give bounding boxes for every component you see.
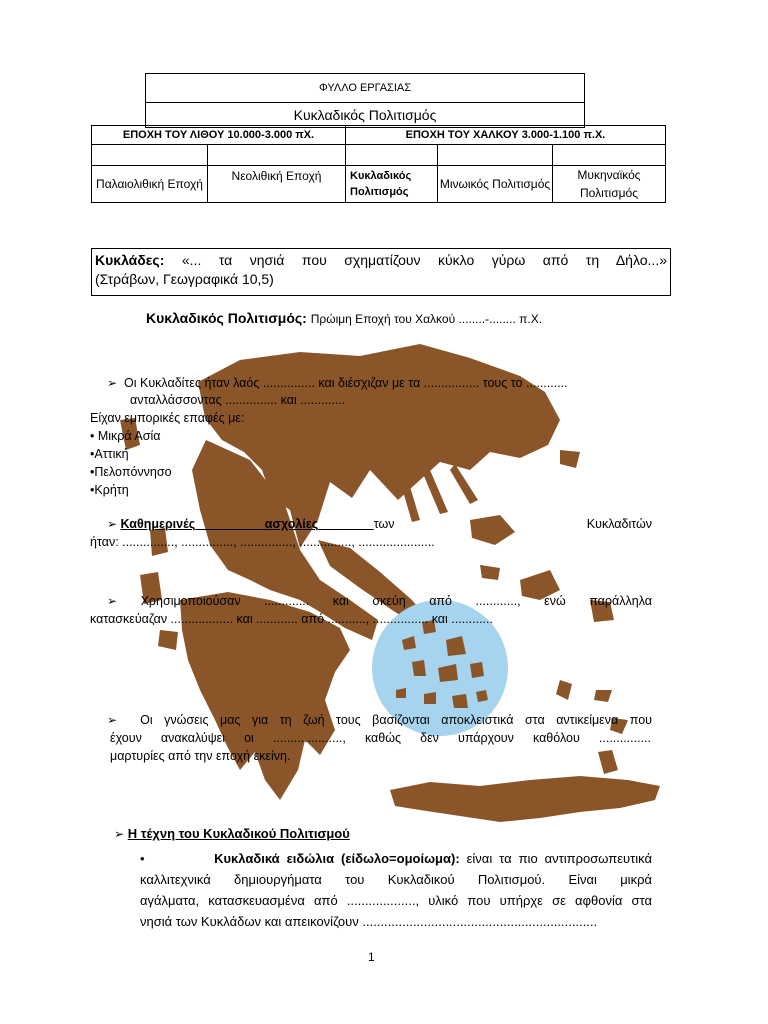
q2-word-b: ασχολίες [264,517,319,531]
arrow-bullet-icon: ➢ [107,517,118,531]
q3-line1-row [107,592,652,610]
art-bullet: • [140,851,145,866]
art-line2: καλλιτεχνικά δημιουργήματα του Κυκλαδικού Πολιτισμού. Είναι μικρά [140,872,652,887]
art-line4: νησιά των Κυκλάδων και απεικονίζουν ................................................................. [140,914,598,929]
q1-trade: Είχαν εμπορικές επαφές με: [90,411,245,425]
worksheet-title: ΦΥΛΛΟ ΕΡΓΑΣΙΑΣ [146,74,585,103]
blank-cell [92,145,208,166]
art-line1: είναι τα πιο αντιπροσωπευτικά [466,851,652,866]
blank-cell [438,145,553,166]
arrow-bullet-icon: ➢ [107,594,118,608]
period-cycladic: Κυκλαδικός Πολιτισμός [346,166,438,203]
q4-line3: μαρτυρίες από την εποχή εκείνη. [110,749,291,763]
title-table [145,73,585,128]
period-minoan: Μινωικός Πολιτισμός [438,166,553,203]
quote-line [95,251,667,270]
stone-age-header: ΕΠΟΧΗ ΤΟΥ ΛΙΘΟΥ 10.000-3.000 πΧ. [92,126,346,145]
quote-text: «... τα νησιά που σχηματίζουν κύκλο γύρω από τη Δήλο...» [181,252,667,268]
period-neolithic: Νεολιθική Εποχή [208,166,346,203]
blank-cell [346,145,438,166]
q1-line1-row [107,374,568,392]
period-mycenaean: Μυκηναϊκός Πολιτισμός [553,166,666,203]
place-label: Μικρά Ασία [97,429,161,443]
section-title: Κυκλαδικός Πολιτισμός: [146,310,307,326]
q2-part-a [107,515,395,533]
art-paragraph [140,848,652,932]
bronze-age-header: ΕΠΟΧΗ ΤΟΥ ΧΑΛΚΟΥ 3.000-1.100 π.Χ. [346,126,666,145]
art-line3: αγάλματα, κατασκευασμένα από ..................., υλικό που υπήρχε σε αφθονία στα [140,893,652,908]
place-item: •Κρήτη [90,483,129,497]
q3-line2: κατασκεύαζαν .................. και ............ από ..........., ................ και ............ [90,612,493,626]
q3-line1: Χρησιμοποιούσαν ............. και σκεύη από ............, ενώ παράλληλα [140,594,652,608]
blank-cell [208,145,346,166]
art-title: Η τέχνη του Κυκλαδικού Πολιτισμού [127,826,350,841]
place-label: Αττική [94,447,129,461]
quote-label: Κυκλάδες: [95,252,165,268]
q1-line1: Οι Κυκλαδίτες ήταν λαός ............... και διέσχιζαν με τα ................ τους το ............ [124,376,568,390]
section-heading [146,310,542,326]
period-paleolithic: Παλαιολιθική Εποχή [92,166,208,203]
art-lead: Κυκλαδικά ειδώλια (είδωλο=ομοίωμα): [214,851,460,866]
place-label: Κρήτη [94,483,129,497]
quote-box [91,248,671,296]
q4-line1: Οι γνώσεις μας για τη ζωή τους βασίζονται αποκλειστικά στα αντικείμενα που [140,713,652,727]
blank-cell [553,145,666,166]
page-number: 1 [368,950,375,964]
q2-word-c: των [373,517,395,531]
section-subtitle: Πρώιμη Εποχή του Χαλκού ........-........ π.Χ. [310,312,543,326]
place-item: •Αττική [90,447,129,461]
arrow-bullet-icon: ➢ [107,376,118,390]
q4-line1-row [107,711,652,729]
place-item: •Πελοπόννησο [90,465,172,479]
q4-line2: έχουν ανακαλύψει οι ...................., καθώς δεν υπάρχουν καθόλου ............... [110,731,651,745]
era-table [91,125,666,203]
q2-word-a: Καθημερινές [120,517,196,531]
q2-line1 [107,515,652,533]
place-label: Πελοπόννησο [94,465,172,479]
q1-line2: ανταλλάσσοντας ............... και ............. [130,393,346,407]
art-heading-row [114,825,350,843]
q2-word-d: Κυκλαδιτών [586,517,652,531]
arrow-bullet-icon: ➢ [114,827,125,841]
quote-source: (Στράβων, Γεωγραφικά 10,5) [95,271,274,287]
arrow-bullet-icon: ➢ [107,713,118,727]
place-item: • Μικρά Ασία [90,429,161,443]
q2-line2: ήταν: ..............., ..............., ..............., ..............., ...................... [90,535,435,549]
worksheet-subtitle: Κυκλαδικός Πολιτισμός [146,103,585,128]
